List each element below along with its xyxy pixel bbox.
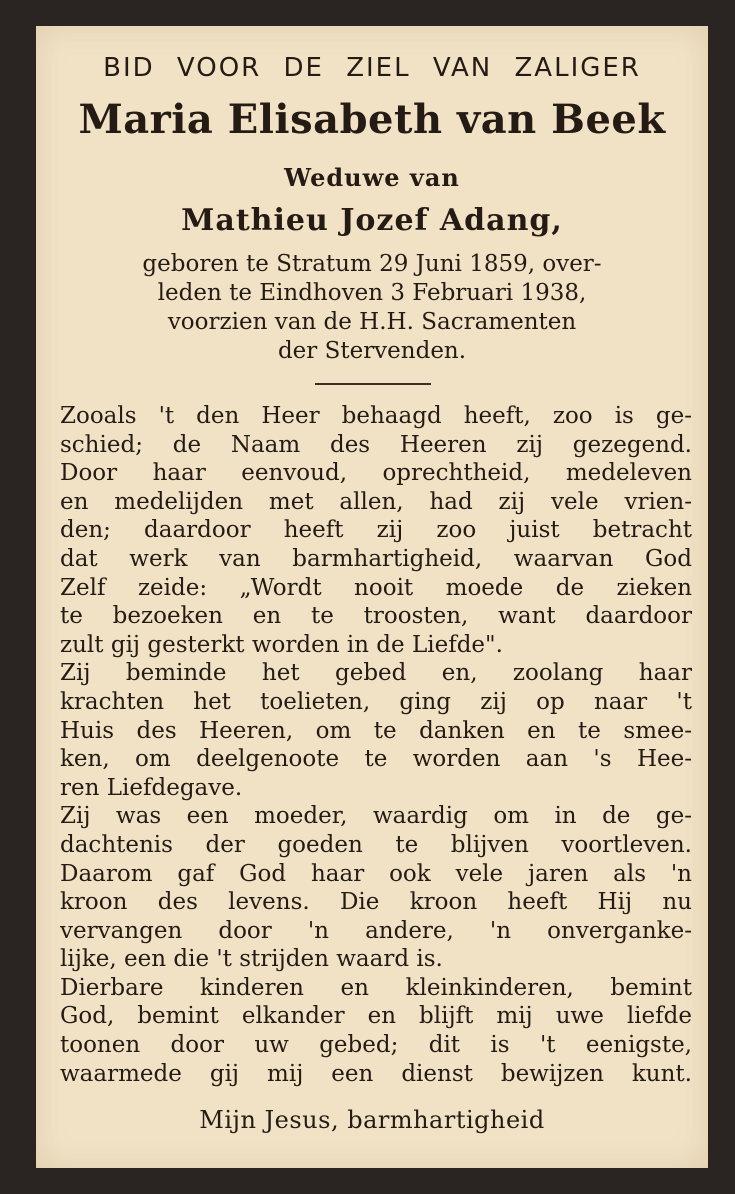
- text-line: vervangen door 'n andere, 'n onverganke-: [60, 917, 692, 944]
- details-line: der Stervenden.: [277, 338, 467, 364]
- details-line: leden te Eindhoven 3 Februari 1938,: [157, 280, 587, 306]
- details-line: geboren te Stratum 29 Juni 1859, over-: [142, 251, 602, 277]
- text-line: Huis des Heeren, om te danken en te smee-: [60, 717, 692, 744]
- text-line: Zij was een moeder, waardig om in de ge-: [60, 803, 692, 830]
- details-line: voorzien van de H.H. Sacramenten: [167, 309, 577, 335]
- prayer-heading: BID VOOR DE ZIEL VAN ZALIGER: [103, 53, 641, 83]
- text-line: waarmede gij mij een dienst bewijzen kunt.: [60, 1060, 692, 1087]
- husband-name: Mathieu Jozef Adang,: [181, 203, 563, 238]
- deceased-name: Maria Elisabeth van Beek: [78, 96, 666, 143]
- text-line: en medelijden met allen, had zij vele vrien-: [60, 488, 692, 515]
- text-line: ken, om deelgenoote te worden aan 's Hee-: [60, 746, 692, 773]
- text-line: God, bemint elkander en blijft mij uwe liefde: [60, 1003, 692, 1030]
- divider-rule: [315, 383, 431, 385]
- text-line: zult gij gesterkt worden in de Liefde".: [60, 631, 503, 658]
- text-line: kroon des levens. Die kroon heeft Hij nu: [60, 889, 692, 916]
- text-line: krachten het toelieten, ging zij op naar 't: [60, 688, 692, 715]
- closing-prayer: Mijn Jesus, barmhartigheid: [199, 1106, 545, 1134]
- text-line: den; daardoor heeft zij zoo juist betracht: [60, 517, 692, 544]
- text-line: toonen door uw gebed; dit is 't eenigste,: [60, 1032, 692, 1059]
- memorial-text: [60, 402, 692, 1088]
- widow-of-label: Weduwe van: [284, 163, 460, 192]
- text-line: Zij beminde het gebed en, zoolang haar: [60, 660, 692, 687]
- text-line: dachtenis der goeden te blijven voortleven.: [60, 831, 692, 858]
- text-line: schied; de Naam des Heeren zij gezegend.: [60, 431, 692, 458]
- text-line: Zelf zeide: „Wordt nooit moede de zieken: [60, 574, 692, 601]
- text-line: dat werk van barmhartigheid, waarvan God: [60, 545, 692, 572]
- text-line: Daarom gaf God haar ook vele jaren als 'n: [60, 860, 692, 887]
- text-line: Zooals 't den Heer behaagd heeft, zoo is ge-: [60, 403, 692, 429]
- memorial-card: [36, 26, 708, 1168]
- text-line: Door haar eenvoud, oprechtheid, medeleven: [60, 460, 692, 487]
- life-details: [36, 250, 708, 366]
- text-line: ren Liefdegave.: [60, 774, 243, 801]
- text-line: lijke, een die 't strijden waard is.: [60, 946, 443, 973]
- text-line: Dierbare kinderen en kleinkinderen, bemint: [60, 974, 692, 1001]
- text-line: te bezoeken en te troosten, want daardoor: [60, 603, 692, 630]
